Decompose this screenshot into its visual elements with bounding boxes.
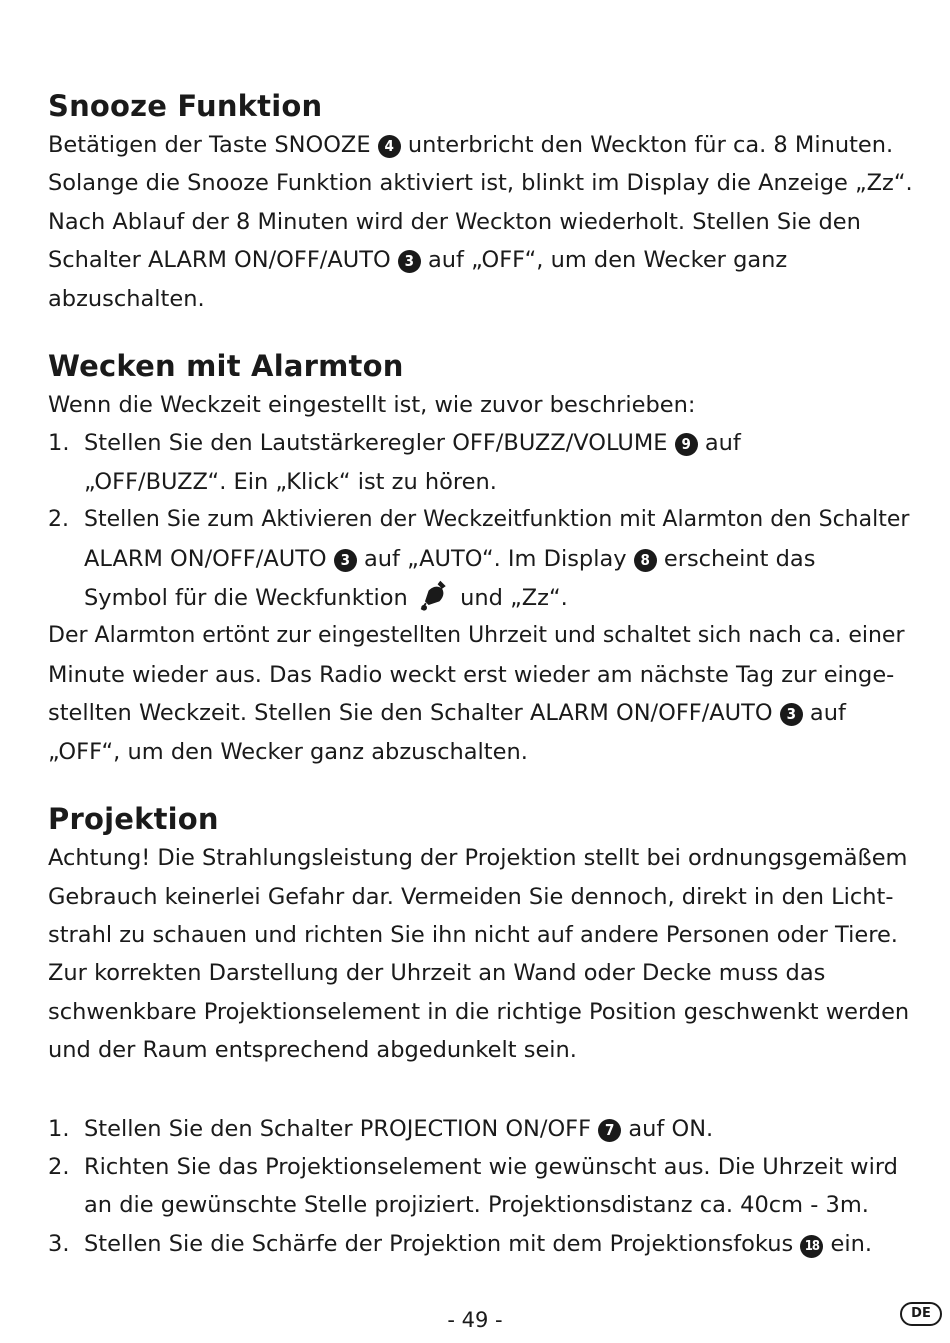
text-line: und der Raum entsprechend abgedunkelt sein. bbox=[48, 1037, 577, 1064]
text-line: Nach Ablauf der 8 Minuten wird der Weckton wiederholt. Stellen Sie den bbox=[48, 208, 861, 235]
text-line: strahl zu schauen und richten Sie ihn nicht auf andere Personen oder Tiere. bbox=[48, 921, 898, 948]
text-line: Schalter ALARM ON/OFF/AUTO 3 auf „OFF“, um den Wecker ganz bbox=[48, 247, 788, 274]
callout-badge: 8 bbox=[634, 549, 657, 572]
callout-badge: 3 bbox=[398, 250, 421, 273]
callout-badge: 7 bbox=[598, 1119, 621, 1142]
text-line: an die gewünschte Stelle projiziert. Projektionsdistanz ca. 40cm - 3m. bbox=[84, 1192, 869, 1219]
text-line: Zur korrekten Darstellung der Uhrzeit an Wand oder Decke muss das bbox=[48, 960, 826, 987]
text-line: Betätigen der Taste SNOOZE 4 unterbricht den Weckton für ca. 8 Minuten. bbox=[48, 132, 894, 158]
text-line: Symbol für die Weckfunktion und „Zz“. bbox=[48, 578, 910, 617]
bell-icon bbox=[415, 578, 453, 614]
heading-snooze: Snooze Funktion bbox=[48, 89, 323, 123]
text-line: Achtung! Die Strahlungsleistung der Projektion stellt bei ordnungsgemäßem bbox=[48, 845, 908, 872]
text-line: Minute wieder aus. Das Radio weckt erst wieder am nächste Tag zur einge- bbox=[48, 661, 895, 688]
text-line: abzuschalten. bbox=[48, 285, 205, 312]
callout-badge: 3 bbox=[334, 549, 357, 572]
list-item: 1. Stellen Sie den Schalter PROJECTION ON/OFF 7 auf ON. bbox=[48, 1115, 714, 1142]
heading-wecken: Wecken mit Alarmton bbox=[48, 349, 404, 384]
list-item: 2. Richten Sie das Projektionselement wie gewünscht aus. Die Uhrzeit wird bbox=[48, 1153, 898, 1180]
text-line: ALARM ON/OFF/AUTO 3 auf „AUTO“. Im Display 8 erscheint das bbox=[84, 545, 816, 572]
list-item: 3. Stellen Sie die Schärfe der Projektion mit dem Projektionsfokus 18 ein. bbox=[48, 1230, 873, 1257]
document-page bbox=[48, 86, 913, 1263]
language-badge: DE bbox=[900, 1302, 942, 1326]
list-item: 2. Stellen Sie zum Aktivieren der Weckzeitfunktion mit Alarmton den Schalter bbox=[48, 507, 910, 533]
text-line: Der Alarmton ertönt zur eingestellten Uhrzeit und schaltet sich nach ca. einer bbox=[48, 623, 905, 649]
heading-projektion: Projektion bbox=[48, 802, 219, 837]
text-line: stellten Weckzeit. Stellen Sie den Schalter ALARM ON/OFF/AUTO 3 auf bbox=[48, 700, 846, 727]
callout-badge: 4 bbox=[378, 135, 401, 158]
text-line: „OFF/BUZZ“. Ein „Klick“ ist zu hören. bbox=[84, 468, 497, 495]
text-line: Gebrauch keinerlei Gefahr dar. Vermeiden Sie dennoch, direkt in den Licht- bbox=[48, 883, 894, 910]
text-line: „OFF“, um den Wecker ganz abzuschalten. bbox=[48, 738, 528, 765]
text-line: Solange die Snooze Funktion aktiviert ist, blinkt im Display die Anzeige „Zz“. bbox=[48, 170, 913, 197]
list-item: 1. Stellen Sie den Lautstärkeregler OFF/BUZZ/VOLUME 9 auf bbox=[48, 430, 741, 457]
callout-badge: 3 bbox=[780, 703, 803, 726]
page-number: - 49 - bbox=[447, 1308, 503, 1332]
callout-badge: 9 bbox=[675, 433, 698, 456]
callout-badge: 18 bbox=[800, 1235, 823, 1258]
text-line: schwenkbare Projektionselement in die richtige Position geschwenkt werden bbox=[48, 998, 910, 1025]
text-line: Wenn die Weckzeit eingestellt ist, wie zuvor beschrieben: bbox=[48, 392, 696, 419]
